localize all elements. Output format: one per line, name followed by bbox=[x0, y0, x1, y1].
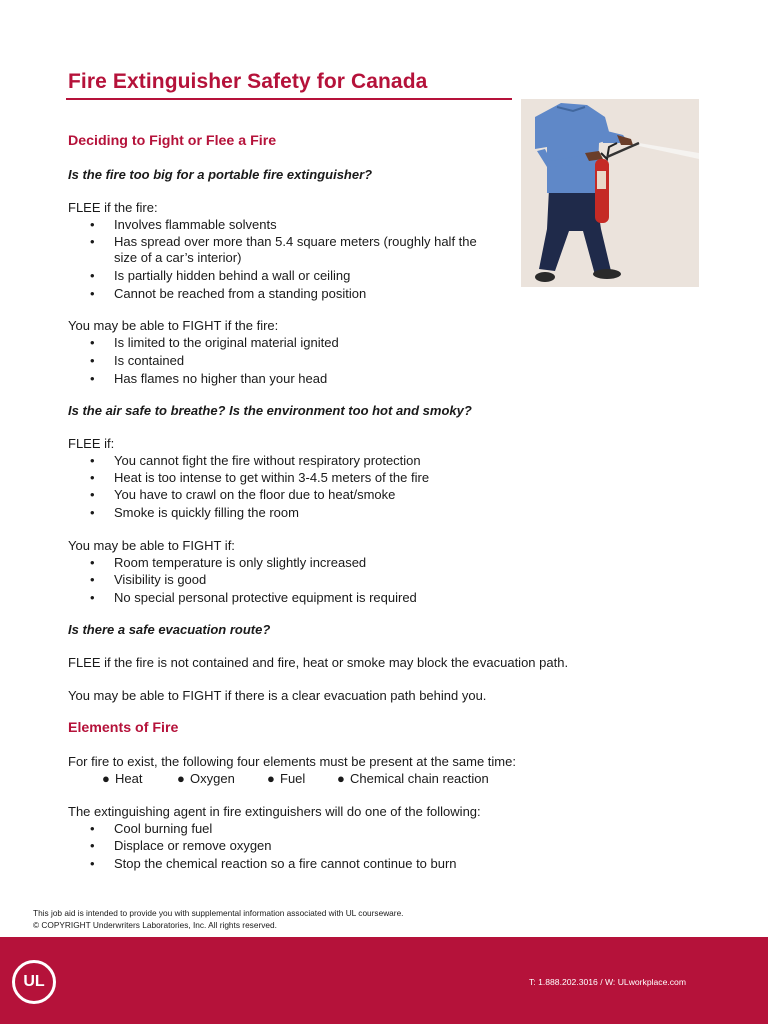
bullet-icon: • bbox=[90, 856, 95, 871]
bullet-icon: • bbox=[90, 555, 95, 570]
agent-intro: The extinguishing agent in fire extinguishers will do one of the following: bbox=[68, 804, 481, 819]
elements-intro: For fire to exist, the following four elements must be present at the same time: bbox=[68, 754, 516, 769]
question-air-safe: Is the air safe to breathe? Is the environment too hot and smoky? bbox=[68, 403, 472, 418]
bullet-icon: • bbox=[90, 371, 95, 386]
bullet-icon: • bbox=[90, 572, 95, 587]
fight2-label: You may be able to FIGHT if: bbox=[68, 538, 235, 553]
bullet-icon: • bbox=[90, 838, 95, 853]
title-divider bbox=[66, 98, 512, 100]
person-using-fire-extinguisher-photo bbox=[521, 99, 699, 287]
footer-bar bbox=[0, 937, 768, 1024]
bullet-icon: • bbox=[90, 335, 95, 350]
inline-bullet-icon: ● bbox=[102, 771, 110, 786]
footnote-copyright: © COPYRIGHT Underwriters Laboratories, Inc. All rights reserved. bbox=[33, 920, 277, 930]
inline-bullet-icon: ● bbox=[267, 771, 275, 786]
inline-bullet-icon: ● bbox=[177, 771, 185, 786]
section-heading-fight-or-flee: Deciding to Fight or Flee a Fire bbox=[68, 133, 277, 149]
bullet-icon: • bbox=[90, 268, 95, 283]
question-evacuation: Is there a safe evacuation route? bbox=[68, 622, 271, 637]
bullet-icon: • bbox=[90, 234, 95, 249]
question-fire-size: Is the fire too big for a portable fire extinguisher? bbox=[68, 167, 373, 182]
elements-inline-list bbox=[102, 771, 522, 789]
flee2-label: FLEE if: bbox=[68, 436, 115, 451]
page-title: Fire Extinguisher Safety for Canada bbox=[68, 70, 428, 93]
element-item: Chemical chain reaction bbox=[350, 771, 489, 786]
bullet-icon: • bbox=[90, 453, 95, 468]
ul-logo-icon: UL bbox=[12, 960, 56, 1004]
fight-label: You may be able to FIGHT if the fire: bbox=[68, 318, 279, 333]
bullet-icon: • bbox=[90, 505, 95, 520]
footnote-disclaimer: This job aid is intended to provide you with supplemental information associated with UL courseware. bbox=[33, 908, 404, 918]
fight3-text: You may be able to FIGHT if there is a clear evacuation path behind you. bbox=[68, 688, 487, 703]
inline-bullet-icon: ● bbox=[337, 771, 345, 786]
bullet-icon: • bbox=[90, 470, 95, 485]
bullet-icon: • bbox=[90, 590, 95, 605]
bullet-icon: • bbox=[90, 821, 95, 836]
bullet-icon: • bbox=[90, 217, 95, 232]
section-heading-elements-of-fire: Elements of Fire bbox=[68, 720, 179, 736]
bullet-icon: • bbox=[90, 353, 95, 368]
document-page: Fire Extinguisher Safety for Canada Deciding to Fight or Flee a Fire Is the fire too big for a portable fire extinguisher? FLEE if the fire: • Involves flammable solvents • Has spread over more than 5.4 square meters (roughly half the size of a car’s interior) • Is partially hidden behind a wall or ceiling • Cannot be reached from a standing position You may be able to FIGHT if the fire: • Is limited to the original material ignited • Is contained • Has flames no higher than your head Is the air safe to breathe? Is the environment too hot and smoky? FLEE if: • You cannot fight the fire without respiratory protection • Heat is too intense to get within 3-4.5 meters of the fire • You have to crawl on the floor due to heat/smoke • Smoke is quickly filling the room You may be able to FIGHT if: • Room temperature is only slightly increased • Visibility is good • No special personal protective equipment is required Is there a safe evacuation route? FLEE if the fire is not contained and fire, heat or smoke may block the evacuation path. You may be able to FIGHT if there is a clear evacuation path behind you. Elements of Fire For fire to exist, the following four elements must be present at the same time: ● Heat ● Oxygen ● Fuel ● Chemical chain reaction The extinguishing agent in fire extinguishers will do one of the following: • Cool burning fuel • Displace or remove oxygen • Stop the chemical reaction so a fire cannot continue to burn This job aid is intended to provide you with supplemental information associated with UL courseware. © COPYRIGHT Underwriters Laboratories, Inc. All rights reserved. UL T: 1.888.202.3016 / W: ULworkplace.com bbox=[0, 0, 768, 1024]
element-item: Fuel bbox=[280, 771, 306, 786]
bullet-icon: • bbox=[90, 487, 95, 502]
element-item: Heat bbox=[115, 771, 143, 786]
flee-label: FLEE if the fire: bbox=[68, 200, 158, 215]
flee3-text: FLEE if the fire is not contained and fire, heat or smoke may block the evacuation path. bbox=[68, 655, 569, 670]
contact-info: T: 1.888.202.3016 / W: ULworkplace.com bbox=[529, 977, 686, 987]
bullet-icon: • bbox=[90, 286, 95, 301]
element-item: Oxygen bbox=[190, 771, 235, 786]
